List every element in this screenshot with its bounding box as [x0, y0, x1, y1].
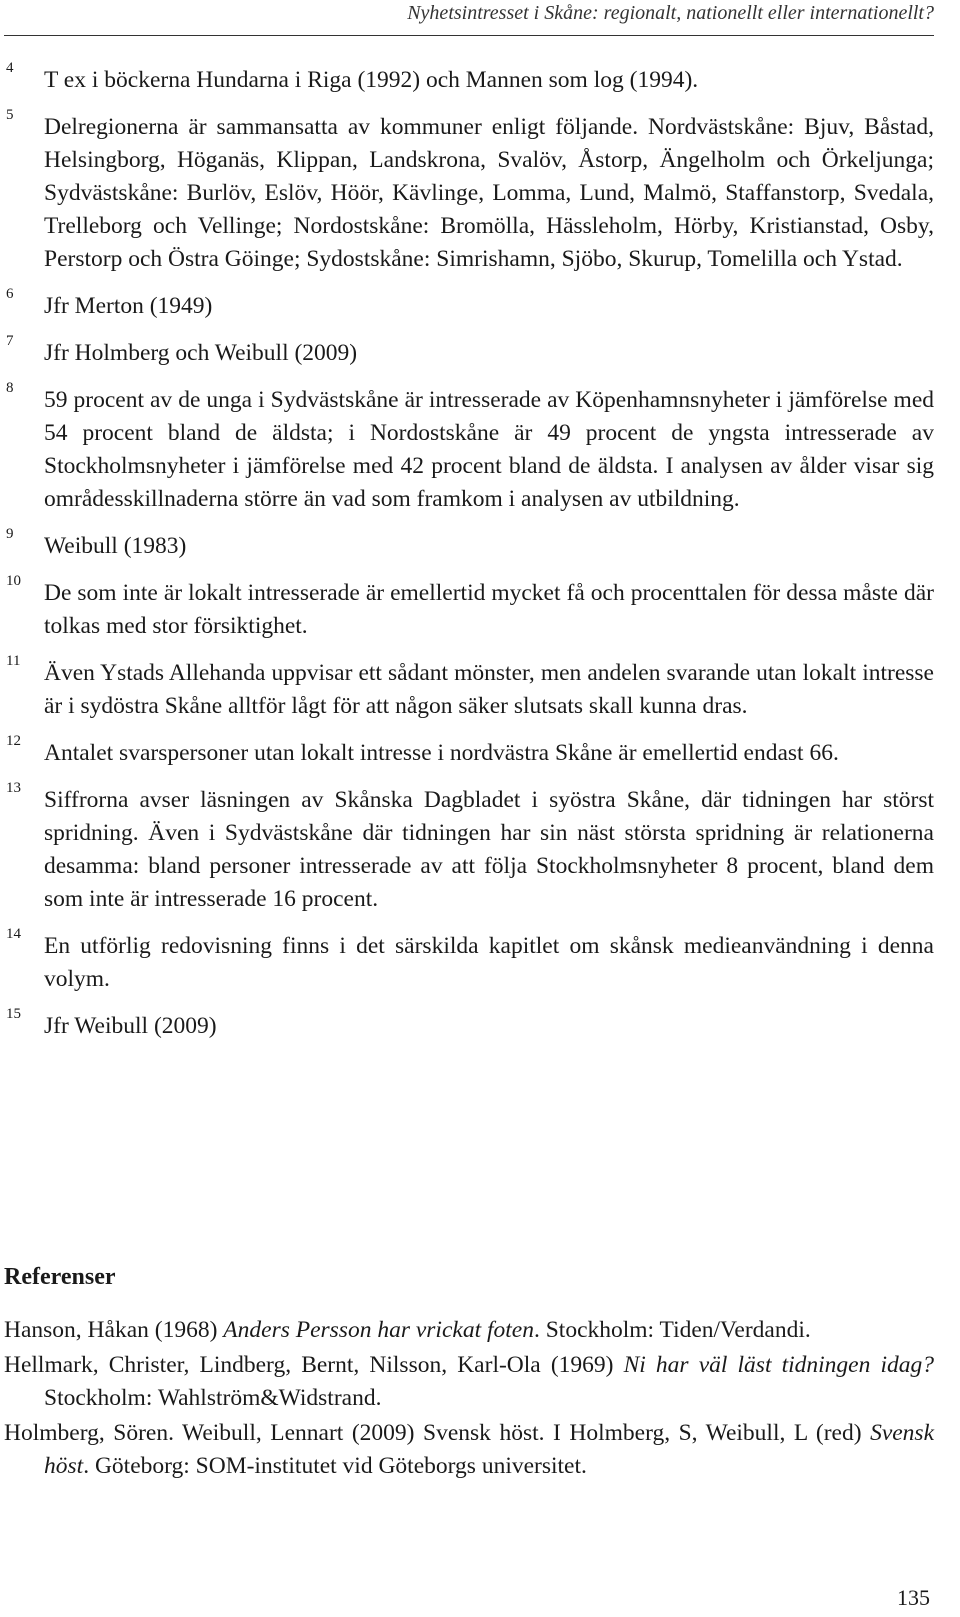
- footnote-text: T ex i böckerna Hundarna i Riga (1992) och Mannen som log (1994).: [44, 67, 699, 93]
- footnote: [4, 526, 934, 563]
- reference-publisher: . Göteborg: SOM-institutet vid Göteborgs universitet.: [83, 1453, 587, 1479]
- footnote: [4, 926, 934, 996]
- footnote: [4, 107, 934, 276]
- footnote-number: 13: [6, 780, 21, 796]
- footnote-text: En utförlig redovisning finns i det särskilda kapitlet om skånsk medieanvändning i denna volym.: [44, 933, 934, 992]
- reference-authors: Hanson, Håkan (1968): [4, 1317, 224, 1343]
- footnote: [4, 333, 934, 370]
- footnote: [4, 733, 934, 770]
- reference-authors: Hellmark, Christer, Lindberg, Bernt, Nilsson, Karl-Ola (1969): [4, 1352, 624, 1378]
- footnote-number: 5: [6, 107, 14, 123]
- footnote: [4, 653, 934, 723]
- footnote-text: Siffrorna avser läsningen av Skånska Dagbladet i syöstra Skåne, där tidningen har störst spridning. Även i Sydvästskåne där tidningen har sin näst största spridning är relationerna desamma: bland personer intresserade av att följa Stockholmsnyheter 8 procent, bland dem som inte är intresserade 16 procent.: [44, 787, 934, 912]
- footnotes-list: [4, 60, 934, 1057]
- reference-item: [4, 1314, 934, 1347]
- footnote-text: Jfr Merton (1949): [44, 293, 213, 319]
- footnote: [4, 286, 934, 323]
- footnote: [4, 380, 934, 516]
- footnote-text: 59 procent av de unga i Sydvästskåne är intresserade av Köpenhamnsnyheter i jämförelse med 54 procent bland de äldsta; i Nordostskåne är 49 procent de yngsta intresserade av Stockholmsnyheter i jämförelse med 42 procent bland de äldsta. I analysen av ålder visar sig områdesskillnaderna större än vad som framkom i analysen av utbildning.: [44, 387, 934, 512]
- reference-title: Anders Persson har vrickat foten: [223, 1317, 534, 1343]
- running-header: Nyhetsintresset i Skåne: regionalt, nationellt eller internationellt?: [407, 2, 934, 24]
- reference-authors: Holmberg, Sören. Weibull, Lennart (2009) Svensk höst. I Holmberg, S, Weibull, L (red): [4, 1420, 871, 1446]
- reference-publisher: Stockholm: Wahlström&Widstrand.: [44, 1385, 382, 1411]
- reference-publisher: . Stockholm: Tiden/Verdandi.: [533, 1317, 811, 1343]
- footnote-text: Jfr Holmberg och Weibull (2009): [44, 340, 358, 366]
- reference-item: [4, 1417, 934, 1483]
- page-number: 135: [897, 1585, 930, 1610]
- footnote-text: De som inte är lokalt intresserade är emellertid mycket få och procenttalen för dessa måste där tolkas med stor försiktighet.: [44, 580, 934, 639]
- footnote-number: 7: [6, 333, 14, 349]
- footnote: [4, 60, 934, 97]
- footnote: [4, 780, 934, 916]
- footnote-text: Delregionerna är sammansatta av kommuner enligt följande. Nordvästskåne: Bjuv, Båstad, Helsingborg, Höganäs, Klippan, Landskrona, Svalöv, Åstorp, Ängelholm och Örkeljunga; Sydvästskåne: Burlöv, Eslöv, Höör, Kävlinge, Lomma, Lund, Malmö, Staffanstorp, Svedala, Trelleborg och Vellinge; Nordostskåne: Bromölla, Hässleholm, Hörby, Kristianstad, Osby, Perstorp och Östra Göinge; Sydostskåne: Simrishamn, Sjöbo, Skurup, Tomelilla och Ystad.: [44, 114, 934, 272]
- footnote-number: 9: [6, 526, 14, 542]
- footnote: [4, 573, 934, 643]
- footnote-number: 4: [6, 60, 14, 76]
- footnote-number: 12: [6, 733, 21, 749]
- footnote-number: 8: [6, 380, 14, 396]
- footnote-number: 14: [6, 926, 21, 942]
- footnote-number: 11: [6, 653, 21, 669]
- footnote-text: Även Ystads Allehanda uppvisar ett sådant mönster, men andelen svarande utan lokalt intresse är i sydöstra Skåne alltför lågt för att någon säker slutsats skall kunna dras.: [44, 660, 934, 719]
- footnote-text: Jfr Weibull (2009): [44, 1013, 217, 1039]
- references-list: [4, 1314, 934, 1485]
- footnote-text: Antalet svarspersoner utan lokalt intresse i nordvästra Skåne är emellertid endast 66.: [44, 740, 839, 766]
- footnote-number: 15: [6, 1006, 21, 1022]
- footnote-text: Weibull (1983): [44, 533, 187, 559]
- reference-title: Svensk höst: [44, 1420, 934, 1479]
- references-heading: Referenser: [4, 1264, 116, 1290]
- reference-title: Ni har väl läst tidningen idag?: [623, 1352, 934, 1378]
- footnote-number: 10: [6, 573, 21, 589]
- footnote-number: 6: [6, 286, 14, 302]
- footnote: [4, 1006, 934, 1043]
- header-rule: [4, 35, 934, 36]
- reference-item: [4, 1349, 934, 1415]
